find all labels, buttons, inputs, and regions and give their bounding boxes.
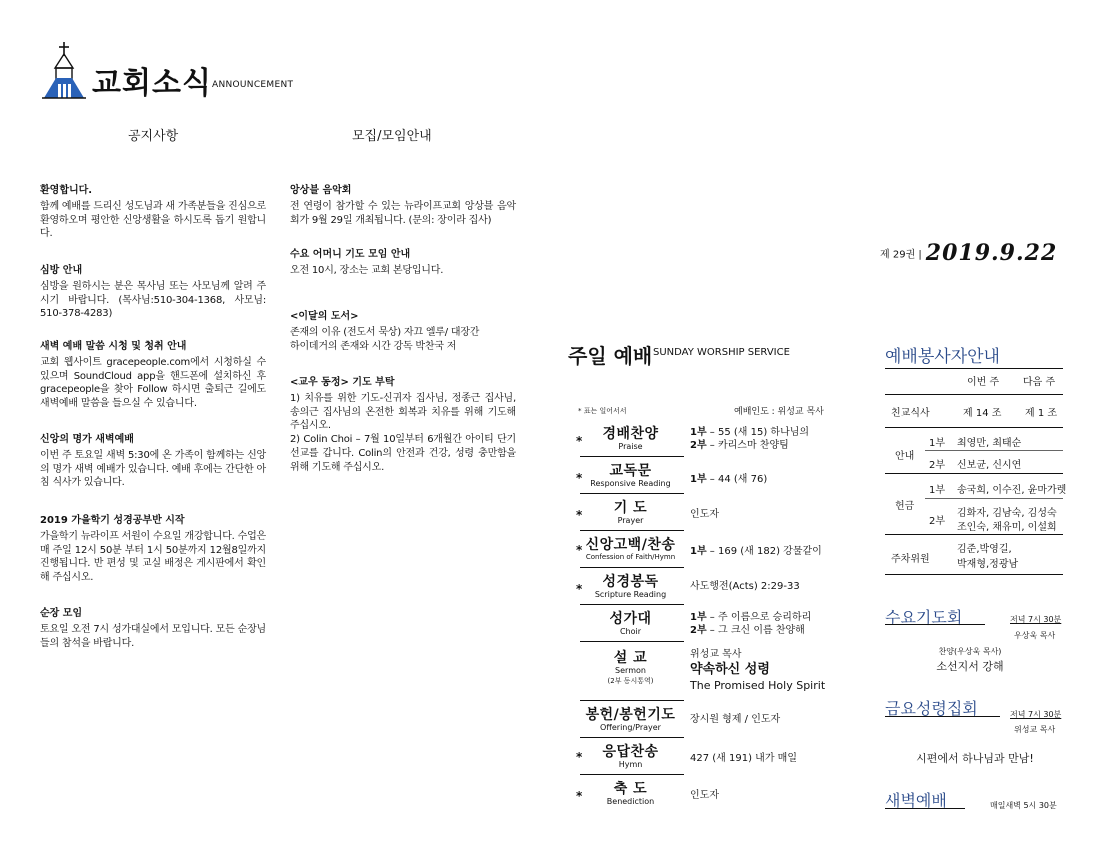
offering-names-2a: 김화자, 김남숙, 김성숙 [957, 508, 1057, 519]
standing-mark: * [576, 434, 583, 448]
part-label: 2부 [690, 440, 707, 451]
notice-dawn-online [40, 340, 266, 411]
row-label: 성경봉독 [602, 574, 659, 590]
wednesday-line-2: 소선지서 강해 [936, 660, 1004, 673]
dawn-title: 새벽예배 [885, 791, 947, 810]
notice-title: 심방 안내 [40, 265, 83, 276]
friday-time: 저녁 7시 30분 [1010, 710, 1062, 719]
worship-row-prayer [568, 498, 864, 534]
row-divider [580, 604, 684, 605]
notice-mothers-prayer [290, 248, 516, 278]
notice-family-dawn [40, 433, 266, 490]
notice-prayer-request [290, 376, 516, 475]
col-this-week: 이번 주 [967, 377, 1000, 388]
worship-row-sermon [568, 646, 864, 702]
row-label: 기 도 [613, 500, 648, 516]
part-label: 2부 [690, 625, 707, 636]
worship-row-choir [568, 609, 864, 645]
notice-body: 이번 주 토요일 새벽 5:30에 온 가족이 함께하는 신앙의 명가 새벽 예배가 있습니다. 예배 후에는 간단한 아침 식사가 있습니다. [40, 449, 266, 489]
row-value-line: – 그 크신 이름 찬양해 [706, 625, 805, 636]
usher-names-1: 최영만, 최태순 [957, 438, 1022, 449]
standing-mark: * [576, 750, 583, 764]
worship-row-reading [568, 461, 864, 497]
page-subtitle: ANNOUNCEMENT [212, 80, 294, 90]
friday-title: 금요성령집회 [885, 699, 978, 718]
row-value [690, 611, 811, 637]
row-value [690, 648, 825, 693]
worship-note: * 표는 일어서서 [578, 407, 627, 415]
row-label: 신앙고백/찬송 [585, 537, 676, 553]
section-underline [885, 808, 965, 809]
sermon-title-en: The Promised Holy Spirit [690, 678, 826, 692]
notice-ensemble [290, 184, 516, 227]
row-label: 설 교 [613, 650, 648, 666]
notice-body: 존재의 이유 (전도서 묵상) 자끄 엘루/ 대장간 [290, 326, 480, 338]
section-underline [885, 716, 1000, 717]
notice-body: 심방을 원하시는 분은 목사님 또는 사모님께 알려 주시기 바랍니다. (목사님:510-304-1368, 사모님: 510-378-4283) [40, 280, 266, 320]
preacher: 위성교 목사 [690, 649, 742, 660]
wednesday-line-1: 찬양(우상욱 목사) [938, 647, 1002, 656]
worship-leader: 예배인도 : 위성교 목사 [734, 407, 824, 417]
part-label: 2부 [929, 516, 946, 527]
row-label: 안내 [895, 451, 915, 462]
wednesday-title: 수요기도회 [885, 608, 963, 627]
row-divider [580, 530, 684, 531]
part-label: 1부 [929, 485, 946, 496]
row-value: 인도자 [690, 509, 719, 520]
table-rule [885, 427, 1063, 428]
row-label-en: Prayer [617, 516, 644, 526]
notice-body: 가을학기 뉴라이프 서원이 수요일 개강합니다. 수업은 매 주일 12시 50분 부터 1시 50분까지 12월8일까지 진행됩니다. 반 편성 및 교실 배정은 게시판에서 확인해 주십시오. [40, 530, 266, 584]
row-label-en: Benediction [606, 797, 655, 807]
section-underline [885, 624, 985, 625]
offering-names-1: 송국희, 이수진, 윤마가렛 [957, 485, 1067, 496]
row-label-en: Confession of Faith/Hymn [585, 553, 676, 562]
row-label-en: Choir [619, 627, 642, 637]
notice-body: 교회 웹사이트 gracepeople.com에서 시청하실 수 있으며 SoundCloud app을 핸드폰에 설치하신 후 gracepeople을 찾아 Follow 하시면 출퇴근 길에도 새벽예배 말씀을 들으실 수 있습니다. [40, 356, 266, 410]
notice-welcome [40, 184, 266, 241]
notice-visit [40, 264, 266, 321]
row-value: 사도행전(Acts) 2:29-33 [690, 581, 800, 592]
issue-info [880, 240, 1057, 266]
row-value: 인도자 [690, 790, 719, 801]
worship-row-offering [568, 705, 864, 741]
standing-mark: * [576, 543, 583, 557]
notice-body-2: 2) Colin Choi – 7월 10일부터 6개월간 아이티 단기선교를 갑니다. Colin의 안전과 건강, 성령 충만함을 위해 기도해 주십시오. [290, 434, 516, 473]
issue-date: 2019.9.22 [925, 240, 1058, 266]
part-label: 2부 [929, 460, 946, 471]
row-label: 교독문 [609, 463, 652, 479]
row-label: 성가대 [609, 611, 652, 627]
notice-body: 전 연령이 참가할 수 있는 뉴라이프교회 앙상블 음악회가 9월 29일 개최됩니다. (문의: 장이라 집사) [290, 200, 516, 226]
row-value-line: – 169 (새 182) 강물같이 [706, 546, 822, 557]
standing-mark: * [576, 471, 583, 485]
row-divider [580, 774, 684, 775]
row-value [690, 426, 809, 452]
notice-title: 앙상블 음악회 [290, 185, 352, 196]
notice-leaders [40, 607, 266, 650]
notice-body: 1) 치유를 위한 기도-신귀자 집사님, 정종근 집사님, 송의근 집사님의 온전한 회복과 치유를 위해 기도해 주십시오. [290, 392, 516, 432]
notice-title: 순장 모임 [40, 608, 83, 619]
row-label: 봉헌/봉헌기도 [585, 707, 676, 723]
notice-title: 환영합니다. [40, 185, 93, 196]
notice-title: <교우 동정> 기도 부탁 [290, 377, 395, 388]
next-week-value: 제 1 조 [1025, 408, 1058, 419]
row-label: 주차위원 [891, 554, 930, 565]
wednesday-time: 저녁 7시 30분 [1010, 615, 1062, 624]
friday-line-1: 시편에서 하나님과 만남! [916, 752, 1034, 765]
table-rule [925, 450, 1063, 451]
notice-body: 함께 예배를 드리신 성도님과 새 가족분들을 진심으로 환영하오며 평안한 신앙생활을 하시도록 돕기 원합니다. [40, 200, 266, 240]
usher-names-2: 신보균, 신시연 [957, 460, 1022, 471]
parking-names-2: 박재형,정광남 [957, 559, 1019, 570]
notice-title: 신앙의 명가 새벽예배 [40, 434, 134, 445]
row-label: 경배찬양 [602, 426, 659, 442]
part-label: 1부 [690, 612, 707, 623]
row-value-line: – 55 (새 15) 하나님의 [706, 427, 810, 438]
notice-title: <이달의 도서> [290, 311, 359, 322]
standing-mark: * [576, 508, 583, 522]
standing-mark: * [576, 789, 583, 803]
row-label-en: Responsive Reading [590, 479, 671, 489]
page-title: 교회소식 [92, 66, 212, 101]
row-label: 응답찬송 [602, 744, 659, 760]
table-rule [925, 498, 1063, 499]
worship-row-benediction [568, 779, 864, 815]
row-label-en: Offering/Prayer [600, 723, 661, 733]
row-divider [580, 737, 684, 738]
row-value [690, 545, 822, 558]
gatherings-heading: 모집/모임안내 [352, 129, 432, 144]
table-rule [885, 368, 1063, 369]
row-value: 427 (새 191) 내가 매일 [690, 753, 797, 764]
issue-volume: 제 29권 | [880, 249, 922, 261]
row-label: 헌금 [895, 501, 915, 512]
row-value: 장시원 형제 / 인도자 [690, 714, 781, 725]
parking-names-1: 김준,박영길, [957, 544, 1012, 555]
row-value-line: – 카리스마 찬양팀 [706, 440, 789, 451]
friday-leader: 위성교 목사 [1014, 725, 1056, 734]
row-label: 친교식사 [891, 408, 930, 419]
notice-bible-study [40, 514, 266, 585]
worship-subtitle: SUNDAY WORSHIP SERVICE [653, 347, 790, 358]
worship-row-confession [568, 535, 864, 571]
this-week-value: 제 14 조 [963, 408, 1002, 419]
row-label-note: (2부 동시통역) [607, 676, 654, 685]
notice-body: 토요일 오전 7시 성가대실에서 모입니다. 모든 순장님들의 참석을 바랍니다. [40, 623, 266, 649]
row-value-line: – 주 이름으로 승리하리 [706, 612, 812, 623]
sermon-title: 약속하신 성령 [690, 662, 770, 677]
row-divider [580, 493, 684, 494]
row-divider [580, 641, 684, 642]
table-rule [885, 394, 1063, 395]
row-value [690, 473, 767, 486]
notice-title: 수요 어머니 기도 모임 안내 [290, 249, 411, 260]
table-rule [885, 473, 1063, 474]
church-icon [42, 42, 86, 100]
table-rule [885, 534, 1063, 535]
service-title: 예배봉사자안내 [885, 347, 1000, 367]
part-label: 1부 [690, 546, 707, 557]
part-label: 1부 [929, 438, 946, 449]
dawn-time: 매일새벽 5시 30분 [990, 801, 1057, 810]
wednesday-leader: 우상욱 목사 [1014, 631, 1056, 640]
part-label: 1부 [690, 474, 707, 485]
standing-mark: * [576, 582, 583, 596]
worship-title: 주일 예배 [568, 344, 653, 368]
worship-row-praise [568, 424, 864, 460]
part-label: 1부 [690, 427, 707, 438]
notice-title: 새벽 예배 말씀 시청 및 청취 안내 [40, 341, 187, 352]
col-next-week: 다음 주 [1023, 377, 1056, 388]
row-label: 축 도 [613, 781, 648, 797]
row-label-en: Scripture Reading [594, 590, 667, 600]
worship-row-hymn [568, 742, 864, 778]
row-divider [580, 567, 684, 568]
row-divider [580, 456, 684, 457]
notice-title: 2019 가을학기 성경공부반 시작 [40, 515, 185, 526]
notice-body-2: 하이데거의 존재와 시간 강독 박찬국 저 [290, 340, 457, 352]
row-divider [580, 700, 684, 701]
row-value-line: – 44 (새 76) [706, 474, 768, 485]
row-label-en: Praise [618, 442, 643, 452]
worship-row-scripture [568, 572, 864, 608]
row-label-en: Sermon [615, 666, 646, 676]
table-rule [885, 574, 1063, 575]
offering-names-2b: 조인숙, 채유미, 이설희 [957, 522, 1057, 533]
notice-books [290, 310, 516, 353]
notices-heading: 공지사항 [128, 129, 179, 144]
row-label-en: Hymn [618, 760, 643, 770]
notice-body: 오전 10시, 장소는 교회 본당입니다. [290, 264, 444, 276]
